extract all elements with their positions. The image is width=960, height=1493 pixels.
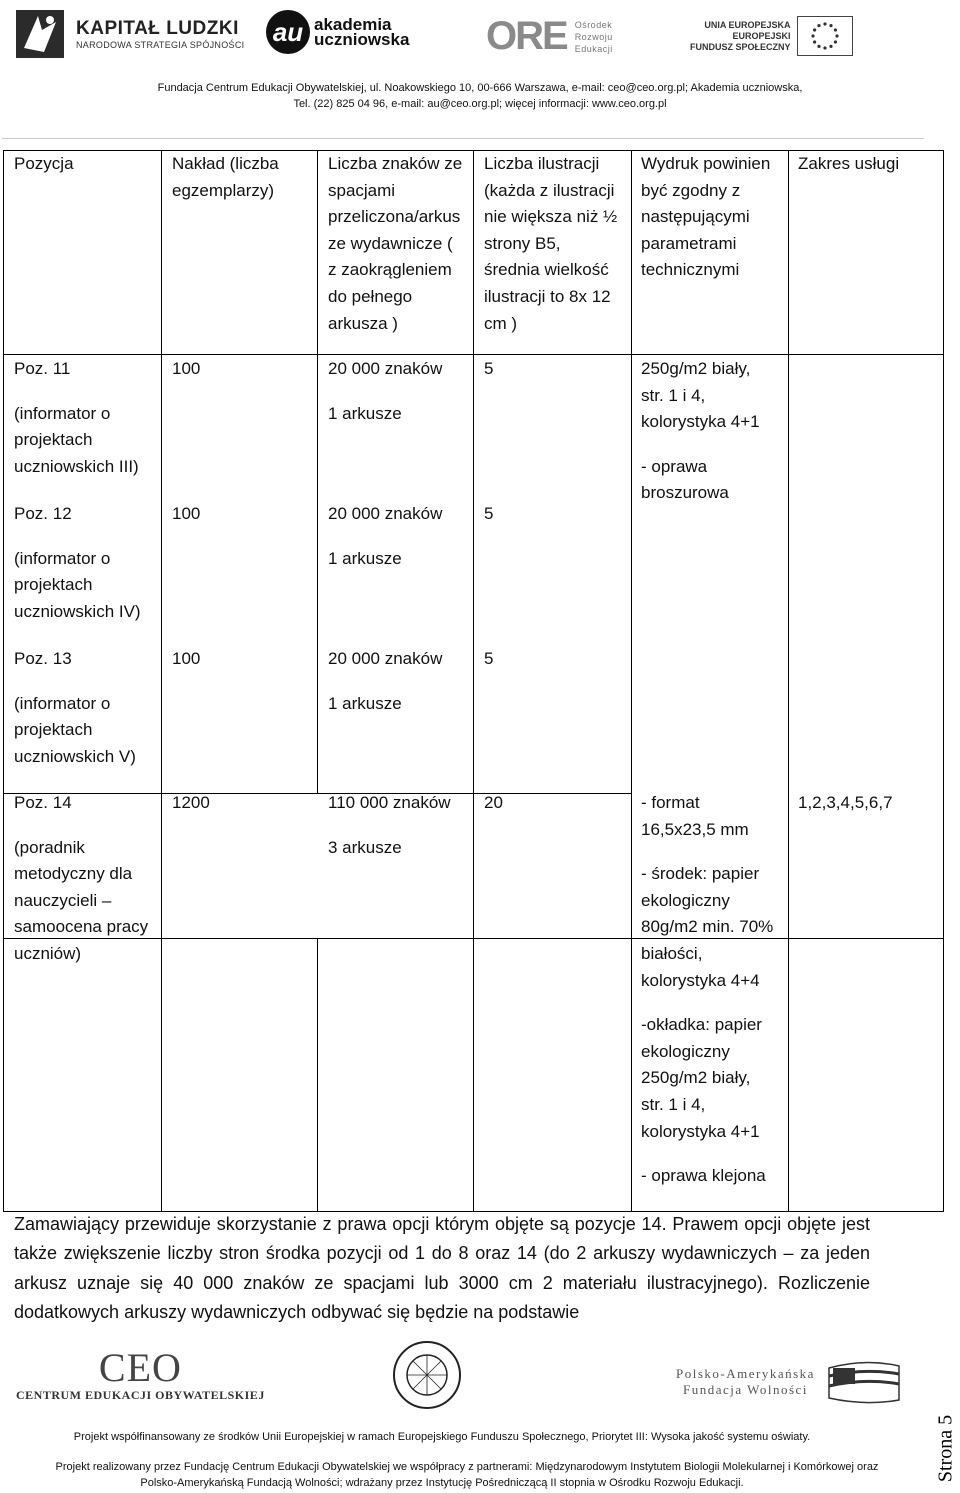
row-13-pozycja: Poz. 13 (informator o projektach uczniowskich V) <box>14 649 136 766</box>
kapital-ludzki-logo <box>14 8 244 60</box>
row-14-ilustracje: 20 <box>484 793 503 812</box>
ore-line2: Rozwoju <box>574 31 613 42</box>
header-contact-line-1: Fundacja Centrum Edukacji Obywatelskiej, ul. Noakowskiego 10, 00-666 Warszawa, e-mail: ceo@ceo.org.pl; Akademia uczniowska, <box>157 82 803 94</box>
row-12-znaki: 20 000 znaków 1 arkusze <box>328 504 443 568</box>
row-11-pozycja: Poz. 11 (informator o projektach uczniowskich III) <box>14 359 139 476</box>
header-pozycja: Pozycja <box>14 154 74 173</box>
ceo-logo <box>16 1345 265 1403</box>
row-12-pozycja: Poz. 12 (informator o projektach uczniowskich IV) <box>14 504 141 621</box>
iimcb-seal-icon <box>386 1340 468 1410</box>
header-liczba-ilustracji: Liczba ilustracji (każda z ilustracji nie większa niż ½ strony B5, średnia wielkość ilustracji to 8x 12 cm ) <box>484 154 618 333</box>
page-number <box>934 1405 958 1493</box>
row-12-ilustracje: 5 <box>484 504 494 523</box>
kapital-ludzki-subtitle: NARODOWA STRATEGIA SPÓJNOŚCI <box>76 40 245 50</box>
footer-line-2: Projekt realizowany przez Fundację Centrum Edukacji Obywatelskiej we współpracy z partnerami: Międzynarodowym Instytutem Biologii Molekularnej i Komórkowej oraz <box>55 1461 879 1473</box>
ue-line2: EUROPEJSKI <box>732 30 791 41</box>
row-14-pozycja: Poz. 14 (poradnik metodyczny dla nauczycieli – samoocena pracy uczniów) <box>14 793 149 963</box>
ue-line3: FUNDUSZ SPOŁECZNY <box>690 41 791 52</box>
header-contact-line-2: Tel. (22) 825 04 96, e-mail: au@ceo.org.pl; więcej informacji: www.ceo.org.pl <box>293 98 667 110</box>
pafw-line1: Polsko-Amerykańska <box>676 1366 815 1381</box>
specification-table <box>3 150 944 1212</box>
pafw-line2: Fundacja Wolności <box>682 1382 808 1397</box>
ore-logo <box>486 14 613 59</box>
kapital-ludzki-title: KAPITAŁ LUDZKI <box>76 18 239 39</box>
header-naklad: Nakład (liczba egzemplarzy) <box>172 154 279 200</box>
row-11-ilustracje: 5 <box>484 359 494 378</box>
akademia-uczniowska-logo <box>266 10 409 54</box>
header-divider <box>2 138 924 139</box>
row-11-naklad: 100 <box>172 359 201 378</box>
kapital-ludzki-emblem-icon <box>14 8 66 60</box>
header-liczba-znakow: Liczba znaków ze spacjami przeliczona/arkus ze wydawnicze ( z zaokrągleniem do pełnego arkusza ) <box>328 154 463 333</box>
akademia-mark: au <box>266 10 310 54</box>
ceo-name: CENTRUM EDUKACJI OBYWATELSKIEJ <box>16 1388 265 1402</box>
row-12-naklad: 100 <box>172 504 201 523</box>
unia-europejska-logo <box>690 16 853 56</box>
option-paragraph: Zamawiający przewiduje skorzystanie z prawa opcji którym objęte są pozycje 14. Prawem opcji objęte jest także zwiększenie liczby stron środka pozycji od 1 do 8 oraz 14 (do 2 arkuszy wydawniczych – za jeden arkusz uznaje się 40 000 znaków ze spacjami lub 3000 cm 2 materiału ilustracyjnego). Rozliczenie dodatkowych arkuszy wydawniczych odbywać się będzie na podstawie <box>14 1214 870 1322</box>
row-13-ilustracje: 5 <box>484 649 494 668</box>
row-14-znaki: 110 000 znaków 3 arkusze <box>328 793 451 857</box>
ore-line1: Ośrodek <box>574 19 613 30</box>
footer-line-3: Polsko-Amerykańską Fundacją Wolności; wdrażany przez Instytucję Pośredniczącą II stopnia w Ośrodku Rozwoju Edukacji. <box>140 1477 744 1489</box>
pafw-flag-icon <box>825 1358 903 1406</box>
rows-11-13-wydruk: 250g/m2 biały, str. 1 i 4, kolorystyka 4+1 - oprawa broszurowa <box>641 359 760 503</box>
pafw-logo <box>676 1358 903 1406</box>
ue-line1: UNIA EUROPEJSKA <box>704 19 791 30</box>
ore-letters: ORE <box>486 14 567 58</box>
akademia-line2: uczniowska <box>314 30 410 49</box>
footer-line-1: Projekt współfinansowany ze środków Unii Europejskiej w ramach Europejskiego Funduszu Społecznego, Priorytet III: Wysoka jakość systemu oświaty. <box>73 1431 811 1443</box>
eu-flag-icon <box>797 16 853 56</box>
header-zakres-uslugi: Zakres usługi <box>798 154 900 173</box>
ore-line3: Edukacji <box>574 43 613 54</box>
row-14-wydruk: - format 16,5x23,5 mm - środek: papier ekologiczny 80g/m2 min. 70% białości, kolorystyka 4+4 -okładka: papier ekologiczny 250g/m2 biały, str. 1 i 4, kolorystyka 4+1 - oprawa klejona <box>641 793 774 1186</box>
row-13-znaki: 20 000 znaków 1 arkusze <box>328 649 443 713</box>
row-11-znaki: 20 000 znaków 1 arkusze <box>328 359 443 423</box>
row-13-naklad: 100 <box>172 649 201 668</box>
page-number-label: Strona 5 <box>934 1414 957 1483</box>
row-14-zakres: 1,2,3,4,5,6,7 <box>798 793 893 812</box>
header-wydruk: Wydruk powinien być zgodny z następującymi parametrami technicznymi <box>641 154 771 280</box>
akademia-line1: akademia <box>314 15 392 34</box>
ceo-letters: CEO <box>98 1345 182 1390</box>
row-14-naklad: 1200 <box>172 793 210 812</box>
